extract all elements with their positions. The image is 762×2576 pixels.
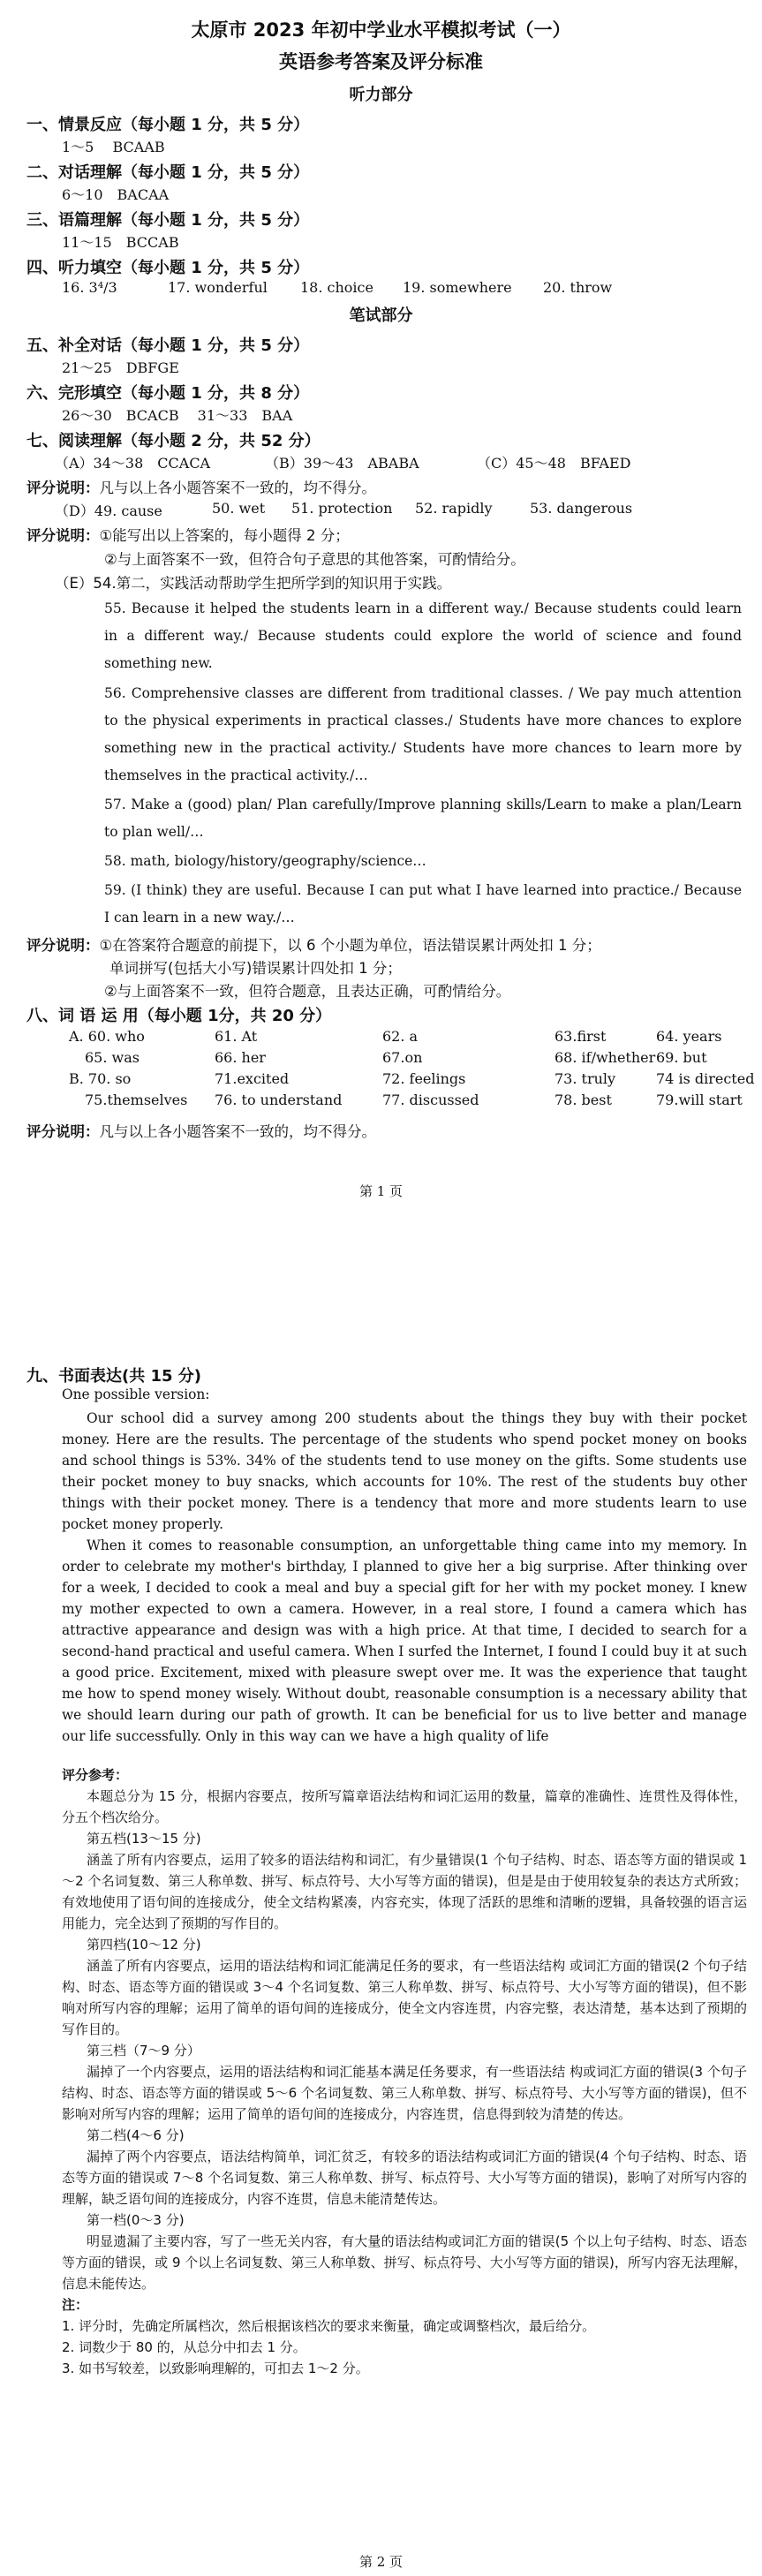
reading-e-58: 58. math, biology/history/geography/science… — [104, 853, 426, 869]
word-use-cell: 78. best — [555, 1092, 612, 1108]
word-use-cell: 71.excited — [215, 1070, 290, 1087]
word-use-cell: 72. feelings — [382, 1070, 466, 1087]
reading-e-54: （E）54.第二，实践活动帮助学生把所学到的知识用于实践。 — [55, 575, 452, 592]
sample-essay — [62, 1408, 747, 1747]
reading-e-56: 56. Comprehensive classes are different from traditional classes. / We pay much attention to the physical experiments in practical classes./ Students have more chances to explore something new in the practical activity./ Students have more chances to learn more by themselves in the practical activity./… — [104, 685, 742, 783]
section-5-answer: 21～25 DBFGE — [62, 359, 179, 376]
word-use-cell: 66. her — [215, 1049, 266, 1066]
reading-e-57: 57. Make a (good) plan/ Plan carefully/Improve planning skills/Learn to make a plan/Learn to plan well/… — [104, 797, 742, 840]
scoring-note-2-label: 评分说明： — [26, 527, 100, 544]
word-use-answer-grid — [60, 1028, 755, 1113]
word-use-cell: 75.themselves — [85, 1092, 188, 1108]
scoring-note-3-label: 评分说明： — [26, 937, 100, 954]
word-use-row — [60, 1070, 755, 1092]
level-2-title: 第二档(4～6 分) — [87, 2127, 185, 2143]
listening-fill-19: 19. somewhere — [403, 279, 512, 296]
section-9-heading: 九、书面表达(共 15 分) — [26, 1367, 202, 1386]
word-use-cell: A. 60. who — [69, 1028, 145, 1045]
level-4-title: 第四档(10～12 分) — [87, 1937, 201, 1953]
scoring-note-4-text: 凡与以上各小题答案不一致的，均不得分。 — [99, 1123, 376, 1140]
level-5-title: 第五档(13～15 分) — [87, 1831, 201, 1847]
reading-d-50: 50. wet — [212, 500, 266, 517]
word-use-row — [60, 1049, 749, 1070]
word-use-cell: 69. but — [656, 1049, 707, 1066]
scoring-reference-heading: 评分参考： — [62, 1767, 129, 1783]
page-number: 第 2 页 — [358, 2554, 404, 2570]
scoring-reference — [62, 1764, 747, 2379]
level-4-text: 涵盖了所有内容要点，运用的语法结构和词汇能满足任务的要求，有一些语法结构 或词汇方面的错误(2 个句子结构、时态、语态等方面的错误或 3～4 个名词复数、第三人称单数、拼写、标点符号、大小写等方面的错误)，但不影响对所写内容的理解；运用了简单的语句间的连接成分，使全文内容连贯，内容完整，表达清楚，基本达到了预期的写作目的。 — [62, 1958, 747, 2037]
word-use-cell: 74 is directed — [656, 1070, 755, 1087]
section-2-heading: 二、对话理解（每小题 1 分，共 5 分） — [26, 163, 310, 182]
reading-d-51: 51. protection — [291, 500, 393, 517]
scoring-note-3-line-2: 单词拼写(包括大小写)错误累计四处扣 1 分； — [109, 960, 402, 977]
word-use-cell: 73. truly — [555, 1070, 616, 1087]
scoring-note-2-line-2: ②与上面答案不一致，但符合句子意思的其他答案，可酌情给分。 — [104, 551, 525, 568]
word-use-cell: 63.first — [555, 1028, 607, 1045]
scoring-note-1-text: 凡与以上各小题答案不一致的，均不得分。 — [99, 480, 376, 496]
word-use-cell: 68. if/whether — [555, 1049, 656, 1066]
scoring-note-1 — [26, 476, 376, 497]
reading-c-answer: （C）45～48 BFAED — [477, 455, 631, 472]
scoring-note-3-line-3: ②与上面答案不一致，但符合题意，且表达正确，可酌情给分。 — [104, 983, 511, 1000]
reading-a-answer: （A）34～38 CCACA — [55, 455, 211, 472]
reading-e-55: 55. Because it helped the students learn in a different way./ Because students could learn in a different way./ Because students could explore the world of science and found something new. — [104, 601, 742, 671]
section-3-answer: 11～15 BCCAB — [62, 234, 179, 251]
section-4-heading: 四、听力填空（每小题 1 分，共 5 分） — [26, 259, 310, 277]
listening-fill-20: 20. throw — [543, 279, 613, 296]
word-use-cell: 61. At — [215, 1028, 258, 1045]
level-1-text: 明显遗漏了主要内容，写了一些无关内容，有大量的语法结构或词汇方面的错误(5 个以上句子结构、时态、语态等方面的错误，或 9 个以上名词复数、第三人称单数、拼写、标点符号、大小写等方面的错误)，所写内容无法理解，信息未能传达。 — [62, 2233, 747, 2292]
section-1-answer: 1～5 BCAAB — [62, 139, 165, 155]
essay-paragraph-1: Our school did a survey among 200 students about the things they buy with their pocket money. Here are the results. The percentage of the students who spend pocket money on books and school things is 53%. 34% of the students tend to use money on the gifts. Some students use their pocket money to buy snacks, which accounts for 10%. The rest of the students buy other things with their pocket money. There is a tendency that more and more students learn to use pocket money properly. — [62, 1410, 747, 1532]
page-2 — [0, 1289, 762, 2576]
reading-b-answer: （B）39～43 ABABA — [265, 455, 419, 472]
section-8-heading: 八、词 语 运 用（每小题 1分，共 20 分） — [26, 1007, 332, 1025]
section-6-heading: 六、完形填空（每小题 1 分，共 8 分） — [26, 384, 310, 403]
level-3-title: 第三档（7～9 分） — [87, 2043, 200, 2059]
level-2-text: 漏掉了两个内容要点，语法结构简单，词汇贫乏，有较多的语法结构或词汇方面的错误(4 个句子结构、时态、语态等方面的错误或 7～8 个名词复数、第三人称单数、拼写、标点符号、大小写等方面的错误)，影响了对所写内容的理解，缺乏语句间的连接成分，内容不连贯，信息未能清楚传达。 — [62, 2149, 747, 2207]
scoring-note-2 — [26, 524, 350, 545]
scoring-reference-intro: 本题总分为 15 分，根据内容要点，按所写篇章语法结构和词汇运用的数量，篇章的准确性、连贯性及得体性，分五个档次给分。 — [62, 1788, 747, 1825]
scoring-note-4-label: 评分说明： — [26, 1123, 100, 1140]
word-use-cell: 79.will start — [656, 1092, 743, 1108]
essay-label: One possible version: — [62, 1386, 210, 1402]
listening-fill-17: 17. wonderful — [168, 279, 268, 296]
scoring-note-2-line-1: ①能写出以上答案的，每小题得 2 分； — [99, 527, 350, 544]
level-5-text: 涵盖了所有内容要点，运用了较多的语法结构和词汇，有少量错误(1 个句子结构、时态、语态等方面的错误或 1～2 个名词复数、第三人称单数、拼写、标点符号、大小写等方面的错误)，但是是由于使用较复杂的表达方式所致；有效地使用了语句间的连接成分，使全文结构紧凑，内容充实，体现了活跃的思维和清晰的逻辑，具备较强的语言运用能力，完全达到了预期的写作目的。 — [62, 1852, 747, 1931]
reading-e-59: 59. (I think) they are useful. Because I can put what I have learned into practice./ Because I can learn in a new way./… — [104, 882, 742, 925]
scoring-note-3-line-1: ①在答案符合题意的前提下，以 6 个小题为单位，语法错误累计两处扣 1 分； — [99, 937, 601, 954]
word-use-cell: 76. to understand — [215, 1092, 343, 1108]
note-2: 2. 词数少于 80 的，从总分中扣去 1 分。 — [62, 2339, 306, 2355]
scoring-note-3 — [26, 933, 601, 955]
written-part-heading: 笔试部分 — [349, 306, 413, 325]
page-number: 第 1 页 — [358, 1183, 404, 1199]
listening-fill-16: 16. 3⁴/3 — [62, 279, 117, 296]
level-3-text: 漏掉了一个内容要点，运用的语法结构和词汇能基本满足任务要求，有一些语法结 构或词汇方面的错误(3 个句子结构、时态、语态等方面的错误或 5～6 个名词复数、第三人称单数、拼写、标点符号、大小写等方面的错误)，但不影响对所写内容的理解；运用了简单的语句间的连接成分，内容连贯，信息得到较为清楚的传达。 — [62, 2064, 747, 2122]
listening-fill-18: 18. choice — [300, 279, 373, 296]
level-1-title: 第一档(0～3 分) — [87, 2212, 185, 2228]
section-6-answer: 26～30 BCACB 31～33 BAA — [62, 407, 293, 424]
listening-part-heading: 听力部分 — [349, 86, 413, 104]
note-3: 3. 如书写较差，以致影响理解的，可扣去 1～2 分。 — [62, 2361, 369, 2376]
exam-title: 太原市 2023 年初中学业水平模拟考试（一） — [191, 19, 571, 41]
section-3-heading: 三、语篇理解（每小题 1 分，共 5 分） — [26, 211, 310, 230]
reading-d-49: （D）49. cause — [55, 502, 162, 519]
word-use-cell: 65. was — [85, 1049, 140, 1066]
essay-paragraph-2: When it comes to reasonable consumption, an unforgettable thing came into my memory. In order to celebrate my mother's birthday, I planned to give her a big surprise. After thinking over for a week, I decided to cook a meal and buy a special gift for her with my pocket money. I knew my mother expected to own a camera. However, in a real store, I found a camera which has attractive appearance and design was with a high price. At that time, I decided to search for a second-hand practical and useful camera. When I surfed the Internet, I found I could buy it at such a good price. Excitement, mixed with pleasure swept over me. It was the experience that taught me how to spend money wisely. Without doubt, reasonable consumption is a necessary ability that we should learn during our path of growth. It can be beneficial for us to live better and manage our life successfully. Only in this way can we have a high quality of life — [62, 1537, 747, 1744]
reading-d-52: 52. rapidly — [415, 500, 493, 517]
exam-subtitle: 英语参考答案及评分标准 — [279, 51, 483, 72]
section-5-heading: 五、补全对话（每小题 1 分，共 5 分） — [26, 336, 310, 355]
word-use-row — [60, 1028, 749, 1049]
note-1: 1. 评分时，先确定所属档次，然后根据该档次的要求来衡量，确定或调整档次，最后给分。 — [62, 2318, 596, 2334]
section-2-answer: 6～10 BACAA — [62, 186, 170, 203]
word-use-cell: 64. years — [656, 1028, 722, 1045]
scoring-note-1-label: 评分说明： — [26, 480, 100, 496]
reading-d-53: 53. dangerous — [530, 500, 633, 517]
notes-heading: 注： — [62, 2297, 89, 2313]
word-use-cell: 62. a — [382, 1028, 419, 1045]
section-7-heading: 七、阅读理解（每小题 2 分，共 52 分） — [26, 432, 321, 450]
word-use-cell: 67.on — [382, 1049, 423, 1066]
scoring-note-4 — [26, 1120, 376, 1141]
word-use-row — [60, 1092, 749, 1113]
word-use-cell: 77. discussed — [382, 1092, 479, 1108]
word-use-cell: B. 70. so — [69, 1070, 132, 1087]
section-1-heading: 一、情景反应（每小题 1 分，共 5 分） — [26, 116, 310, 134]
